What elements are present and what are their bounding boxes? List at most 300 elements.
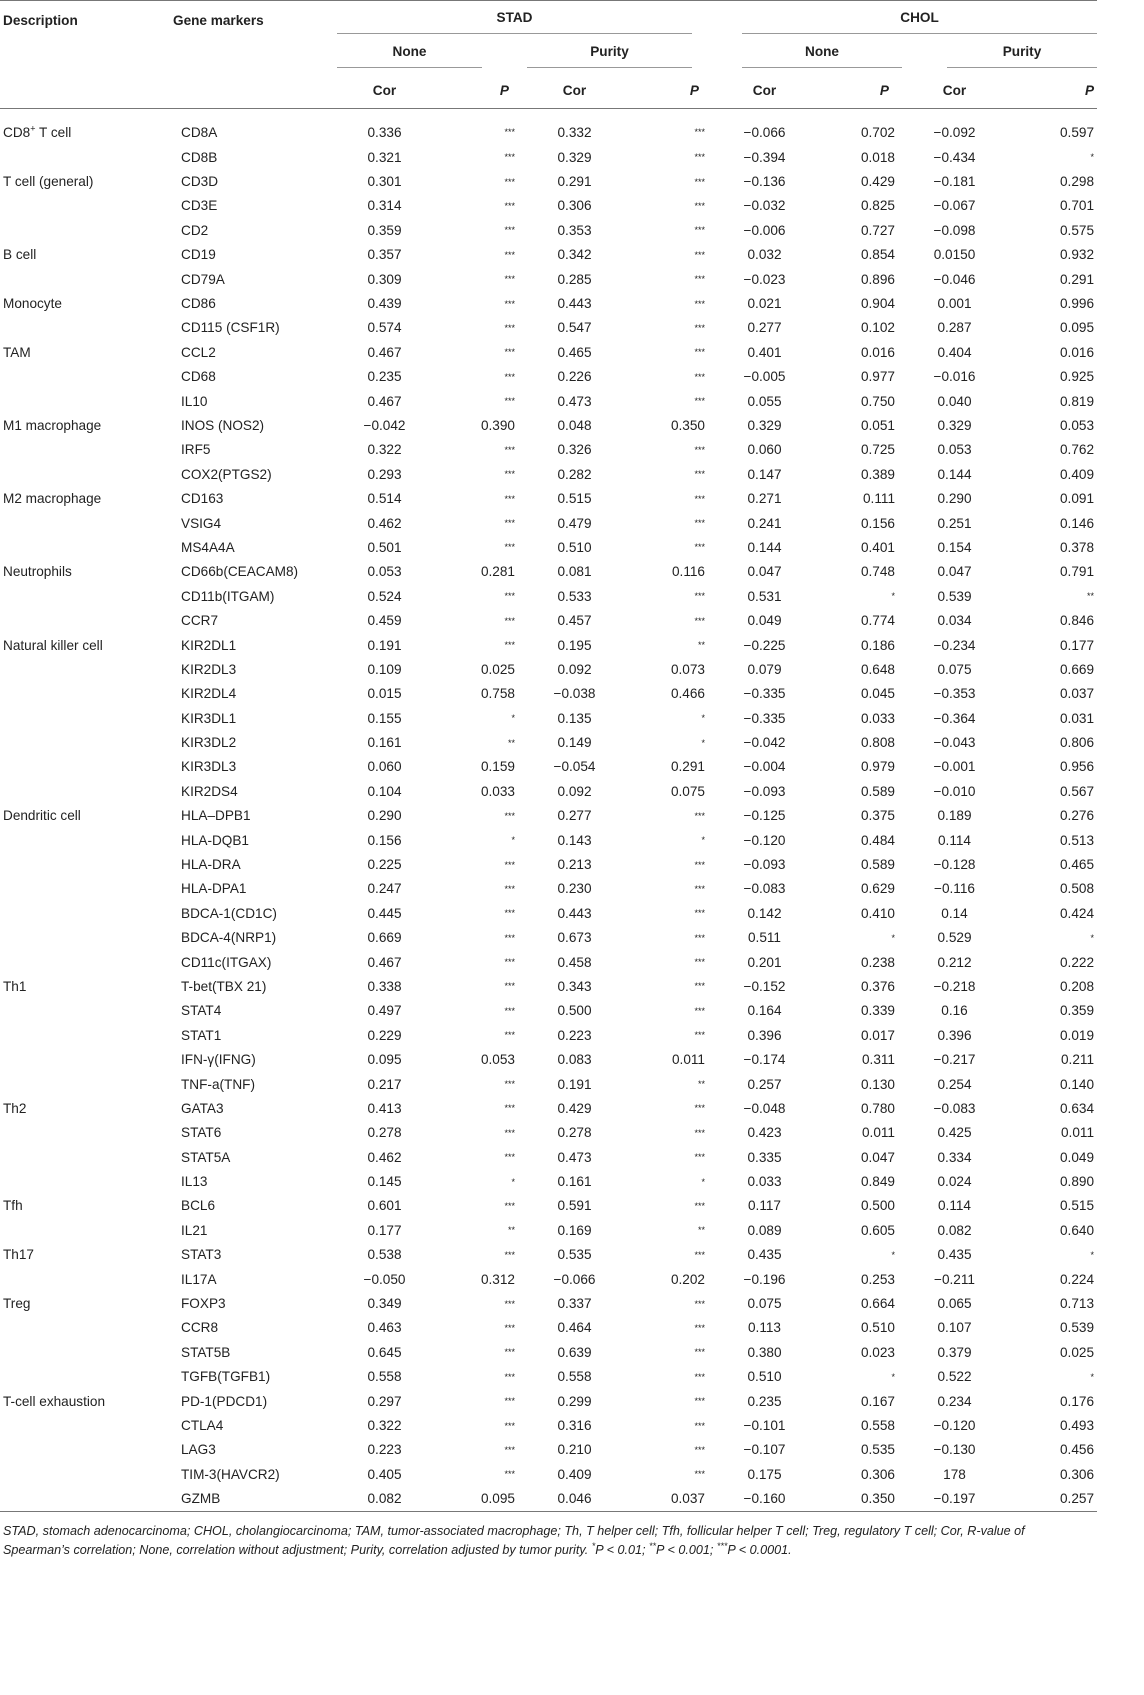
cell-chol-none-p: 0.311 xyxy=(861,1052,895,1068)
cell-description xyxy=(0,755,155,779)
cell-stad-purity-p: *** xyxy=(694,518,705,529)
cell-stad-purity-cor: 0.143 xyxy=(557,832,592,848)
cell-stad-none-p: *** xyxy=(504,615,515,626)
cell-description xyxy=(0,316,155,340)
cell-chol-purity-cor: 0.14 xyxy=(941,905,968,921)
cell-chol-purity-cor: 0.379 xyxy=(937,1344,972,1360)
cell-chol-purity-cor: −0.098 xyxy=(933,222,976,238)
cell-description xyxy=(0,1316,155,1340)
cell-chol-purity-p: 0.890 xyxy=(1059,1174,1095,1190)
cell-stad-purity-p: *** xyxy=(694,1152,705,1163)
cell-chol-purity-p: * xyxy=(1090,932,1095,943)
cell-stad-none-cor: 0.467 xyxy=(367,344,402,360)
cell-chol-none-p: * xyxy=(891,591,895,602)
cell-description xyxy=(0,1291,155,1315)
cell-stad-purity-p: *** xyxy=(694,298,705,309)
cell-description xyxy=(0,1243,155,1267)
cell-chol-none-p: 0.306 xyxy=(860,1466,895,1482)
table-row xyxy=(0,682,1097,706)
cell-chol-purity-cor: 0.529 xyxy=(937,930,972,946)
cell-description xyxy=(0,1121,155,1145)
cell-chol-none-cor: 0.401 xyxy=(747,344,782,360)
cell-stad-none-p: *** xyxy=(504,810,515,821)
cell-stad-none-p: *** xyxy=(504,444,515,455)
cell-description xyxy=(0,608,155,632)
cell-chol-none-p: 0.535 xyxy=(860,1442,895,1458)
cell-description xyxy=(0,462,155,486)
cell-gene-marker: BDCA-1(CD1C) xyxy=(181,905,277,921)
cell-gene-marker: CD19 xyxy=(181,247,216,263)
cell-stad-purity-cor: 0.277 xyxy=(557,808,592,824)
cell-stad-purity-cor: 0.533 xyxy=(557,588,592,604)
cell-chol-purity-p: 0.762 xyxy=(1059,442,1095,458)
cell-stad-purity-p: *** xyxy=(694,1005,705,1016)
table-row xyxy=(0,1267,1097,1291)
cell-chol-purity-p: 0.359 xyxy=(1059,1003,1095,1019)
cell-stad-purity-p: *** xyxy=(694,1298,705,1309)
cell-stad-purity-p: *** xyxy=(694,176,705,187)
cell-description-text: Neutrophils xyxy=(3,564,72,580)
cell-chol-purity-cor: −0.010 xyxy=(933,783,976,799)
cell-chol-none-p: 0.904 xyxy=(860,296,895,312)
cell-chol-none-cor: 0.257 xyxy=(747,1076,782,1092)
table-row xyxy=(0,365,1097,389)
cell-stad-purity-cor: 0.443 xyxy=(557,296,592,312)
table-row xyxy=(0,145,1097,169)
cell-stad-purity-p: *** xyxy=(694,859,705,870)
cell-description-text: B cell xyxy=(3,247,37,263)
cell-chol-purity-cor: −0.353 xyxy=(933,686,976,702)
cell-chol-none-cor: −0.196 xyxy=(743,1271,786,1287)
header-chol-none xyxy=(717,39,907,73)
cell-chol-none-p: 0.605 xyxy=(860,1222,895,1238)
cell-gene-marker: GATA3 xyxy=(181,1100,224,1116)
cell-description xyxy=(0,243,155,267)
cell-gene-marker: HLA-DRA xyxy=(181,857,241,873)
cell-gene-marker: COX2(PTGS2) xyxy=(181,466,272,482)
cell-stad-none-p: *** xyxy=(504,1298,515,1309)
cell-chol-purity-cor: 0.212 xyxy=(937,954,972,970)
cell-chol-none-cor: 0.531 xyxy=(747,588,782,604)
cell-stad-purity-p: *** xyxy=(694,1420,705,1431)
cell-stad-purity-cor: 0.558 xyxy=(557,1369,592,1385)
header-gene-markers: Gene markers xyxy=(155,1,337,40)
cell-chol-none-p: 0.350 xyxy=(860,1491,895,1507)
cell-chol-none-cor: 0.032 xyxy=(747,247,782,263)
cell-stad-purity-p: *** xyxy=(694,249,705,260)
cell-chol-purity-p: 0.640 xyxy=(1059,1222,1095,1238)
cell-stad-none-p: *** xyxy=(504,1444,515,1455)
cell-stad-none-p: *** xyxy=(504,152,515,163)
cell-chol-purity-p: 0.465 xyxy=(1059,857,1095,873)
cell-stad-none-p: *** xyxy=(504,469,515,480)
cell-chol-purity-p: 0.031 xyxy=(1059,710,1095,726)
cell-gene-marker: KIR3DL2 xyxy=(181,735,237,751)
cell-chol-purity-cor: 0.522 xyxy=(937,1369,972,1385)
cell-stad-none-p: ** xyxy=(507,737,515,748)
cell-chol-none-cor: −0.107 xyxy=(743,1442,786,1458)
cell-stad-none-p: * xyxy=(511,713,515,724)
cell-stad-purity-cor: 0.443 xyxy=(557,905,592,921)
cell-description xyxy=(0,291,155,315)
cell-description xyxy=(0,194,155,218)
cell-chol-purity-cor: −0.364 xyxy=(933,710,976,726)
cell-gene-marker: IFN-γ(IFNG) xyxy=(181,1052,256,1068)
cell-stad-purity-p: *** xyxy=(694,274,705,285)
header-none-label: None xyxy=(392,44,427,59)
cell-description xyxy=(0,438,155,462)
cell-stad-purity-cor: 0.473 xyxy=(557,393,592,409)
table-row xyxy=(0,1072,1097,1096)
cell-stad-purity-cor: 0.191 xyxy=(557,1076,592,1092)
cell-chol-purity-cor: 0.114 xyxy=(937,832,971,848)
cell-stad-purity-p: *** xyxy=(694,1103,705,1114)
table-row xyxy=(0,1145,1097,1169)
cell-stad-purity-p: 0.073 xyxy=(670,661,705,677)
cell-chol-none-cor: −0.160 xyxy=(743,1491,786,1507)
cell-stad-none-cor: 0.247 xyxy=(367,881,402,897)
cell-chol-none-cor: −0.174 xyxy=(743,1052,786,1068)
cell-stad-purity-p: * xyxy=(701,1176,705,1187)
cell-stad-none-cor: 0.497 xyxy=(367,1003,402,1019)
cell-stad-none-p: 0.312 xyxy=(480,1271,515,1287)
cell-stad-purity-cor: 0.169 xyxy=(557,1222,592,1238)
header-cor: Cor xyxy=(337,73,432,109)
table-row xyxy=(0,243,1097,267)
cell-chol-purity-p: 0.146 xyxy=(1059,515,1095,531)
cell-stad-none-cor: 0.463 xyxy=(367,1320,402,1336)
cell-stad-none-p: *** xyxy=(504,518,515,529)
cell-stad-purity-cor: 0.457 xyxy=(557,613,592,629)
cell-stad-none-p: *** xyxy=(504,493,515,504)
table-row xyxy=(0,1291,1097,1315)
cell-stad-none-cor: 0.322 xyxy=(367,1418,402,1433)
table-row xyxy=(0,657,1097,681)
cell-chol-none-p: 0.849 xyxy=(860,1174,895,1190)
cell-gene-marker: CCR7 xyxy=(181,613,219,629)
cell-stad-purity-p: *** xyxy=(694,493,705,504)
cell-stad-none-cor: 0.161 xyxy=(367,735,402,751)
cell-stad-none-cor: 0.462 xyxy=(367,1149,402,1165)
cell-description-text: Treg xyxy=(3,1296,31,1312)
cell-chol-purity-p: 0.819 xyxy=(1059,393,1095,409)
footnote-sig-3: *** xyxy=(716,1540,728,1551)
cell-chol-none-cor: −0.005 xyxy=(743,369,786,385)
cell-stad-purity-p: *** xyxy=(694,127,705,137)
cell-chol-purity-cor: −0.218 xyxy=(933,978,976,994)
cell-chol-none-cor: −0.083 xyxy=(743,881,786,897)
cell-chol-none-cor: 0.021 xyxy=(747,296,782,312)
cell-stad-none-p: *** xyxy=(504,274,515,285)
cell-chol-none-cor: −0.225 xyxy=(743,637,786,653)
cell-stad-purity-p: *** xyxy=(694,1347,705,1358)
cell-chol-purity-p: 0.211 xyxy=(1061,1052,1095,1068)
cell-chol-none-cor: 0.201 xyxy=(747,954,782,970)
cell-stad-purity-p: *** xyxy=(694,225,705,236)
cell-chol-none-cor: 0.423 xyxy=(747,1125,782,1141)
cell-description xyxy=(0,1267,155,1291)
cell-chol-none-cor: 0.435 xyxy=(747,1247,782,1263)
cell-chol-purity-cor: −0.016 xyxy=(933,369,976,385)
cell-gene-marker: IL13 xyxy=(181,1174,208,1190)
cell-chol-none-cor: −0.006 xyxy=(743,222,786,238)
cell-stad-purity-p: *** xyxy=(694,1322,705,1333)
cell-stad-none-cor: 0.601 xyxy=(367,1198,402,1214)
cell-stad-none-cor: 0.439 xyxy=(367,296,402,312)
cell-chol-none-p: 0.375 xyxy=(860,808,895,824)
cell-gene-marker: CD11c(ITGAX) xyxy=(181,954,272,970)
cell-stad-purity-cor: 0.343 xyxy=(557,978,592,994)
cell-chol-purity-p: 0.276 xyxy=(1059,808,1095,824)
cell-stad-purity-p: 0.350 xyxy=(670,417,705,433)
footnote-sig-2: ** xyxy=(649,1540,657,1551)
cell-stad-none-p: 0.033 xyxy=(480,783,515,799)
table-row xyxy=(0,999,1097,1023)
cell-stad-none-cor: 0.082 xyxy=(367,1491,402,1507)
cell-chol-purity-p: 0.508 xyxy=(1059,881,1095,897)
cell-chol-purity-cor: −0.043 xyxy=(933,735,976,751)
cell-chol-none-cor: 0.277 xyxy=(747,320,782,336)
cell-stad-none-p: * xyxy=(511,1176,515,1187)
cell-stad-purity-cor: 0.326 xyxy=(557,442,592,458)
cell-stad-none-p: *** xyxy=(504,347,515,358)
cell-stad-none-cor: 0.217 xyxy=(367,1076,402,1092)
cell-chol-none-cor: 0.329 xyxy=(747,417,782,433)
cell-chol-none-p: 0.484 xyxy=(860,832,895,848)
cell-stad-purity-cor: 0.046 xyxy=(557,1491,592,1507)
cell-stad-none-p: *** xyxy=(504,908,515,919)
table-row xyxy=(0,1096,1097,1120)
cell-stad-none-cor: 0.321 xyxy=(367,149,402,165)
cell-chol-none-p: 0.045 xyxy=(860,686,895,702)
cell-chol-none-cor: −0.048 xyxy=(743,1100,786,1116)
cell-gene-marker: STAT6 xyxy=(181,1125,222,1141)
cell-stad-purity-p: *** xyxy=(694,371,705,382)
cell-chol-none-p: 0.702 xyxy=(860,124,895,140)
cell-chol-none-cor: 0.510 xyxy=(747,1369,782,1385)
cell-chol-none-cor: −0.335 xyxy=(743,686,786,702)
table-row xyxy=(0,1194,1097,1218)
cell-chol-purity-cor: 0.053 xyxy=(937,442,972,458)
cell-gene-marker: CD8A xyxy=(181,124,218,140)
cell-stad-none-p: *** xyxy=(504,1030,515,1041)
cell-stad-purity-p: *** xyxy=(694,1127,705,1138)
cell-chol-purity-cor: 0.287 xyxy=(937,320,972,336)
cell-stad-purity-p: *** xyxy=(694,200,705,211)
cell-stad-none-cor: 0.524 xyxy=(367,588,402,604)
table-row xyxy=(0,1121,1097,1145)
cell-description xyxy=(0,389,155,413)
cell-chol-none-cor: −0.125 xyxy=(743,808,786,824)
cell-chol-none-p: 0.186 xyxy=(860,637,895,653)
table-footnote xyxy=(3,1522,1061,1560)
cell-gene-marker: CTLA4 xyxy=(181,1418,224,1433)
cell-description-text: Dendritic cell xyxy=(3,808,81,824)
cell-gene-marker: HLA–DPB1 xyxy=(181,808,251,824)
cell-stad-purity-cor: 0.195 xyxy=(557,637,592,653)
cell-chol-purity-p: 0.424 xyxy=(1059,905,1095,921)
table-row xyxy=(0,901,1097,925)
cell-stad-none-cor: 0.095 xyxy=(367,1052,402,1068)
cell-description-text: Th1 xyxy=(3,978,27,994)
cell-stad-purity-cor: 0.210 xyxy=(557,1442,592,1458)
footnote-sig-2-text: P < 0.001; xyxy=(656,1543,717,1557)
footnote-sig-1: * xyxy=(591,1540,596,1551)
cell-stad-purity-p: *** xyxy=(694,1469,705,1480)
cell-description xyxy=(0,999,155,1023)
cell-stad-none-cor: 0.109 xyxy=(367,661,402,677)
cell-chol-none-cor: −0.101 xyxy=(743,1418,786,1433)
cell-description xyxy=(0,828,155,852)
cell-chol-none-p: 0.238 xyxy=(860,954,895,970)
cell-description xyxy=(0,706,155,730)
cell-stad-none-cor: 0.053 xyxy=(367,564,402,580)
cell-chol-purity-p: 0.011 xyxy=(1061,1125,1095,1141)
header-description: Description xyxy=(0,1,155,40)
cell-description-text: TAM xyxy=(3,344,31,360)
cell-stad-purity-cor: 0.332 xyxy=(557,124,592,140)
table-row xyxy=(0,1389,1097,1413)
cell-chol-none-p: 0.648 xyxy=(860,661,895,677)
cell-stad-none-p: *** xyxy=(504,591,515,602)
table-row xyxy=(0,560,1097,584)
cell-stad-purity-p: *** xyxy=(694,883,705,894)
cell-gene-marker: INOS (NOS2) xyxy=(181,417,265,433)
table-row xyxy=(0,486,1097,510)
cell-chol-purity-cor: −0.434 xyxy=(933,149,976,165)
cell-gene-marker: IRF5 xyxy=(181,442,211,458)
cell-stad-purity-cor: 0.639 xyxy=(557,1344,592,1360)
table-row xyxy=(0,1169,1097,1193)
cell-stad-none-p: *** xyxy=(504,883,515,894)
cell-stad-purity-cor: 0.048 xyxy=(557,417,592,433)
cell-stad-purity-p: 0.291 xyxy=(670,759,705,775)
cell-chol-none-p: * xyxy=(891,1249,895,1260)
cell-description xyxy=(0,169,155,193)
cell-description xyxy=(0,486,155,510)
cell-stad-purity-cor: 0.591 xyxy=(557,1198,592,1214)
cell-description xyxy=(0,1340,155,1364)
cell-gene-marker: BCL6 xyxy=(181,1198,216,1214)
cell-stad-purity-cor: 0.306 xyxy=(557,198,592,214)
cell-stad-purity-cor: 0.464 xyxy=(557,1320,592,1336)
cell-description xyxy=(0,218,155,242)
cell-stad-purity-p: ** xyxy=(697,1225,705,1236)
cell-description xyxy=(0,1218,155,1242)
table-row xyxy=(0,1462,1097,1486)
table-row xyxy=(0,109,1097,146)
cell-chol-purity-p: 0.298 xyxy=(1059,174,1095,190)
cell-stad-none-cor: 0.558 xyxy=(367,1369,402,1385)
cell-description xyxy=(0,1096,155,1120)
cell-chol-none-cor: −0.093 xyxy=(743,857,786,873)
table-row xyxy=(0,194,1097,218)
cell-stad-purity-cor: 0.092 xyxy=(557,783,592,799)
cell-stad-purity-cor: 0.353 xyxy=(557,222,592,238)
cell-chol-purity-p: 0.016 xyxy=(1059,344,1095,360)
table-row xyxy=(0,950,1097,974)
cell-stad-none-cor: 0.145 xyxy=(367,1174,402,1190)
cell-description xyxy=(0,852,155,876)
table-row xyxy=(0,779,1097,803)
cell-chol-purity-p: 0.208 xyxy=(1059,978,1095,994)
cell-chol-none-cor: 0.241 xyxy=(747,515,782,531)
cell-chol-none-cor: 0.089 xyxy=(747,1222,782,1238)
cell-stad-none-p: ** xyxy=(507,1225,515,1236)
cell-chol-purity-p: 0.019 xyxy=(1059,1027,1095,1043)
cell-chol-none-p: 0.410 xyxy=(860,905,895,921)
cell-chol-purity-cor: 0.254 xyxy=(937,1076,972,1092)
table-row xyxy=(0,389,1097,413)
cell-description-text: Tfh xyxy=(3,1198,23,1214)
cell-stad-purity-p: *** xyxy=(694,615,705,626)
cell-chol-purity-p: 0.053 xyxy=(1059,417,1095,433)
cell-chol-none-p: 0.558 xyxy=(860,1418,895,1433)
header-p: P xyxy=(812,73,907,109)
cell-chol-purity-cor: 0.435 xyxy=(937,1247,972,1263)
cell-chol-purity-p: 0.095 xyxy=(1059,320,1095,336)
cell-stad-none-p: 0.053 xyxy=(480,1052,515,1068)
cell-gene-marker: HLA-DPA1 xyxy=(181,881,247,897)
cell-chol-purity-p: 0.037 xyxy=(1059,686,1095,702)
cell-chol-purity-cor: −0.130 xyxy=(933,1442,976,1458)
table-body xyxy=(0,109,1097,1512)
cell-chol-none-p: 0.051 xyxy=(860,417,895,433)
cell-chol-none-p: 0.130 xyxy=(860,1076,895,1092)
cell-chol-purity-p: 0.224 xyxy=(1059,1271,1095,1287)
cell-stad-none-cor: 0.104 xyxy=(367,783,402,799)
cell-stad-purity-cor: −0.066 xyxy=(553,1271,596,1287)
header-stad-label: STAD xyxy=(496,10,533,25)
cell-chol-purity-p: 0.846 xyxy=(1059,613,1095,629)
cell-description xyxy=(0,657,155,681)
cell-chol-none-cor: −0.042 xyxy=(743,735,786,751)
cell-gene-marker: CD8B xyxy=(181,149,218,165)
table-row xyxy=(0,316,1097,340)
cell-stad-none-p: *** xyxy=(504,1103,515,1114)
cell-chol-purity-p: 0.567 xyxy=(1059,783,1095,799)
cell-gene-marker: T-bet(TBX 21) xyxy=(181,978,267,994)
cell-description xyxy=(0,1413,155,1437)
cell-chol-none-cor: −0.394 xyxy=(743,149,786,165)
cell-description xyxy=(0,340,155,364)
cell-chol-none-p: 0.629 xyxy=(860,881,895,897)
cell-stad-none-cor: 0.229 xyxy=(367,1027,402,1043)
table-row xyxy=(0,1047,1097,1071)
cell-chol-purity-p: 0.025 xyxy=(1059,1344,1095,1360)
cell-chol-none-p: 0.854 xyxy=(860,247,895,263)
cell-stad-none-cor: 0.338 xyxy=(367,978,402,994)
cell-stad-purity-cor: 0.342 xyxy=(557,247,592,263)
cell-stad-purity-p: *** xyxy=(694,1444,705,1455)
cell-description xyxy=(0,413,155,437)
cell-chol-purity-cor: −0.083 xyxy=(933,1100,976,1116)
cell-stad-none-p: 0.390 xyxy=(480,417,515,433)
table-row xyxy=(0,535,1097,559)
cell-stad-purity-p: 0.037 xyxy=(670,1491,705,1507)
cell-chol-purity-p: 0.409 xyxy=(1059,466,1095,482)
cell-chol-none-p: 0.589 xyxy=(860,783,895,799)
table-row xyxy=(0,804,1097,828)
cell-stad-none-cor: 0.669 xyxy=(367,930,402,946)
cell-chol-none-cor: −0.120 xyxy=(743,832,786,848)
cell-stad-purity-p: *** xyxy=(694,957,705,968)
cell-chol-none-p: 0.018 xyxy=(860,149,895,165)
cell-description xyxy=(0,804,155,828)
cell-gene-marker: CD2 xyxy=(181,222,209,238)
cell-stad-purity-p: 0.202 xyxy=(670,1271,705,1287)
header-p: P xyxy=(622,73,717,109)
